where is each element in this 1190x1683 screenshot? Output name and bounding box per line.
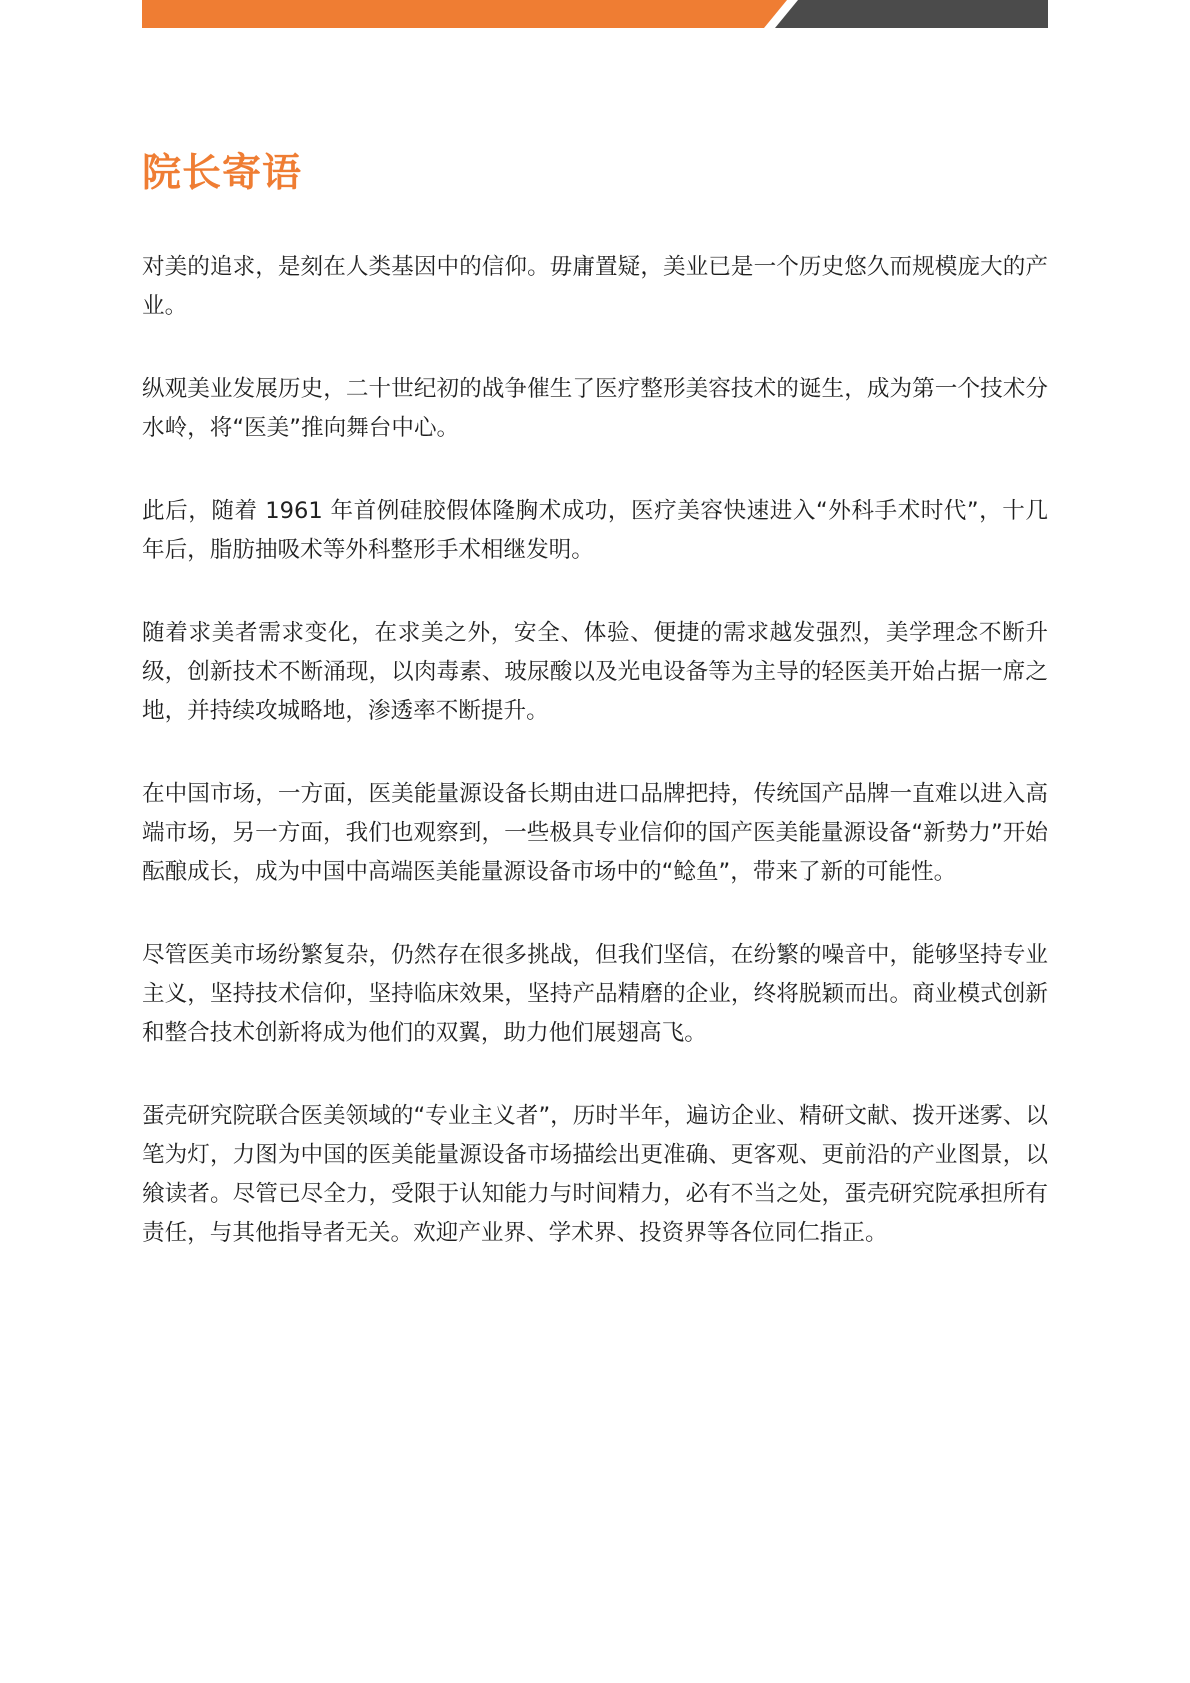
paragraph: 尽管医美市场纷繁复杂，仍然存在很多挑战，但我们坚信，在纷繁的噪音中，能够坚持专业主义，坚持技术信仰，坚持临床效果，坚持产品精磨的企业，终将脱颖而出。商业模式创新和整合技术创新将成为他们的双翼，助力他们展翅高飞。 xyxy=(142,942,1048,1046)
header-band-orange xyxy=(142,0,787,28)
paragraph: 在中国市场，一方面，医美能量源设备长期由进口品牌把持，传统国产品牌一直难以进入高端市场，另一方面，我们也观察到，一些极具专业信仰的国产医美能量源设备“新势力”开始酝酿成长，成为中国中高端医美能量源设备市场中的“鲶鱼”，带来了新的可能性。 xyxy=(142,781,1048,885)
header-band-graphic xyxy=(142,0,1048,28)
paragraph: 对美的追求，是刻在人类基因中的信仰。毋庸置疑，美业已是一个历史悠久而规模庞大的产业。 xyxy=(142,254,1048,319)
paragraph: 随着求美者需求变化，在求美之外，安全、体验、便捷的需求越发强烈，美学理念不断升级，创新技术不断涌现，以肉毒素、玻尿酸以及光电设备等为主导的轻医美开始占据一席之地，并持续攻城略地，渗透率不断提升。 xyxy=(142,620,1048,724)
header-band-gray xyxy=(775,0,1048,28)
letter-body xyxy=(142,248,1048,1297)
paragraph: 蛋壳研究院联合医美领域的“专业主义者”，历时半年，遍访企业、精研文献、拨开迷雾、以笔为灯，力图为中国的医美能量源设备市场描绘出更准确、更客观、更前沿的产业图景，以飨读者。尽管已尽全力，受限于认知能力与时间精力，必有不当之处，蛋壳研究院承担所有责任，与其他指导者无关。欢迎产业界、学术界、投资界等各位同仁指正。 xyxy=(142,1103,1048,1246)
page-title: 院长寄语 xyxy=(142,151,303,196)
paragraph: 纵观美业发展历史，二十世纪初的战争催生了医疗整形美容技术的诞生，成为第一个技术分水岭，将“医美”推向舞台中心。 xyxy=(142,376,1048,441)
paragraph: 此后，随着 1961 年首例硅胶假体隆胸术成功，医疗美容快速进入“外科手术时代”，十几年后，脂肪抽吸术等外科整形手术相继发明。 xyxy=(142,498,1048,563)
header-decorative-band xyxy=(142,0,1048,28)
